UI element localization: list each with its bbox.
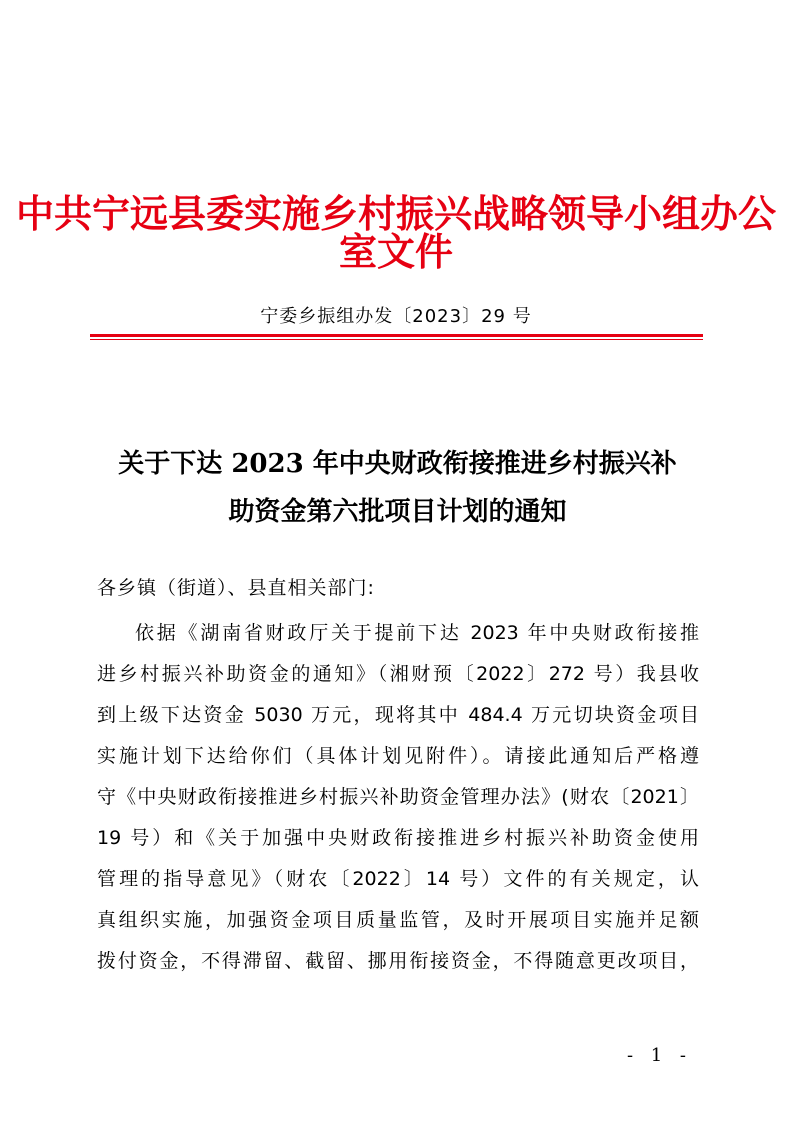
document-number: 宁委乡振组办发〔2023〕29 号 bbox=[260, 306, 532, 327]
document-header-title: 中共宁远县委实施乡村振兴战略领导小组办公室文件 bbox=[15, 191, 776, 274]
notice-title-line-1: 关于下达 2023 年中央财政衔接推进乡村振兴补 bbox=[118, 449, 677, 479]
header-divider-thin bbox=[90, 339, 703, 340]
salutation: 各乡镇（街道）、县直相关部门: bbox=[97, 577, 375, 599]
header-divider-thick bbox=[90, 334, 703, 337]
body-line: 进乡村振兴补助资金的通知》（湘财预〔2022〕272 号）我县收 bbox=[97, 663, 699, 685]
notice-title bbox=[95, 440, 700, 536]
body-line: 真组织实施，加强资金项目质量监管，及时开展项目实施并足额 bbox=[97, 909, 699, 931]
body-line: 到上级下达资金 5030 万元，现将其中 484.4 万元切块资金项目 bbox=[97, 704, 699, 726]
notice-title-line-2: 助资金第六批项目计划的通知 bbox=[228, 497, 567, 527]
body-line: 守《中央财政衔接推进乡村振兴补助资金管理办法》(财农〔2021〕 bbox=[97, 786, 699, 808]
page-number: - 1 - bbox=[626, 1045, 692, 1066]
body-line: 拨付资金，不得滞留、截留、挪用衔接资金，不得随意更改项目， bbox=[97, 950, 699, 972]
body-line: 管理的指导意见》（财农〔2022〕14 号）文件的有关规定，认 bbox=[97, 868, 699, 890]
body-line: 实施计划下达给你们（具体计划见附件）。请接此通知后严格遵 bbox=[97, 745, 699, 767]
body-line: 依据《湖南省财政厅关于提前下达 2023 年中央财政衔接推 bbox=[135, 622, 699, 644]
body-paragraph bbox=[97, 613, 699, 982]
body-line: 19 号）和《关于加强中央财政衔接推进乡村振兴补助资金使用 bbox=[97, 827, 699, 849]
